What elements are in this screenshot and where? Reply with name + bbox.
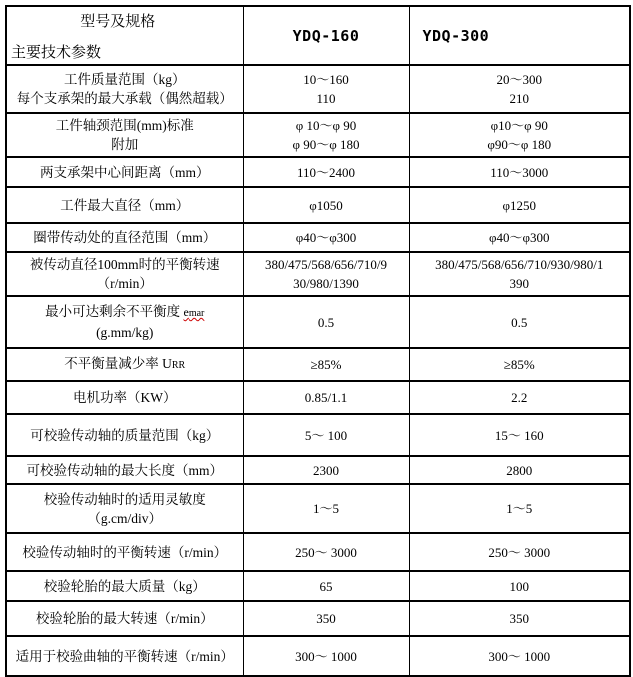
table-row: [6, 296, 630, 348]
table-row: [6, 414, 630, 456]
ydq300-value-cell: [409, 601, 630, 636]
cell-line: 15～ 160: [494, 427, 544, 443]
cell-line: 390: [509, 276, 529, 291]
cell-line: 校验轮胎的最大转速（r/min）: [35, 611, 214, 626]
table-row: [6, 533, 630, 571]
table-row: [6, 252, 630, 296]
column-header-ydq160: YDQ-160: [243, 6, 409, 65]
table-row: [6, 348, 630, 381]
cell-line: 20～300: [496, 72, 542, 87]
cell-line: 0.5: [511, 314, 528, 330]
cell-line: 不平衡量减少率 URR: [64, 356, 186, 371]
cell-line: 0.85/1.1: [304, 390, 348, 405]
table-row: [6, 65, 630, 113]
ydq300-value-cell: [409, 252, 630, 296]
table-row: [6, 571, 630, 601]
table-row: [6, 456, 630, 484]
row-label-cell: [6, 571, 243, 601]
cell-line: φ1050: [309, 197, 343, 213]
table-row: [6, 113, 630, 157]
ydq160-value-cell: [243, 65, 409, 113]
cell-line: φ1250: [502, 197, 536, 213]
cell-line: 110: [316, 91, 336, 106]
table-row: [6, 636, 630, 676]
table-header-row: [6, 6, 630, 65]
ydq160-value-cell: [243, 571, 409, 601]
row-label-cell: [6, 157, 243, 187]
row-label-cell: [6, 636, 243, 676]
ydq300-value-cell: [409, 636, 630, 676]
cell-line: 附加: [111, 137, 139, 152]
ydq160-value-cell: [243, 456, 409, 484]
ydq300-value-cell: [409, 157, 630, 187]
row-label-cell: [6, 381, 243, 414]
spec-table-body: [6, 65, 630, 676]
cell-line: 可校验传动轴的最大长度（mm）: [26, 462, 223, 478]
cell-line: φ10～φ 90: [490, 118, 548, 133]
cell-line: ≥85%: [310, 357, 342, 372]
cell-line: 2800: [506, 462, 533, 478]
cell-line: 0.5: [317, 314, 335, 330]
ydq300-value-cell: [409, 484, 630, 533]
cell-line: 工件轴颈范围(mm)标准: [55, 118, 194, 133]
cell-line: （r/min）: [96, 276, 153, 291]
cell-line: 校验传动轴时的适用灵敏度: [43, 491, 206, 507]
cell-line: φ 10～φ 90: [295, 118, 357, 133]
cell-line: 1～5: [312, 501, 339, 516]
cell-line: 校验传动轴时的平衡转速（r/min）: [22, 544, 228, 560]
cell-line: ≥85%: [503, 357, 535, 372]
corner-header-top-label: 型号及规格: [80, 14, 156, 30]
ydq160-value-cell: [243, 252, 409, 296]
ydq160-value-cell: [243, 157, 409, 187]
ydq300-value-cell: [409, 381, 630, 414]
cell-line: 10～160: [303, 72, 349, 87]
cell-line: 250～ 3000: [488, 544, 551, 560]
cell-line: 100: [509, 578, 529, 594]
table-row: [6, 223, 630, 252]
table-row: [6, 381, 630, 414]
cell-line: 校验轮胎的最大质量（kg）: [43, 578, 206, 594]
ydq160-value-cell: [243, 533, 409, 571]
corner-header-inner: [11, 10, 239, 62]
emar-symbol: e: [183, 305, 189, 319]
ydq160-value-cell: [243, 187, 409, 223]
row-label-cell: [6, 484, 243, 533]
row-label-cell: [6, 348, 243, 381]
column-header-ydq300: YDQ-300: [409, 6, 630, 65]
corner-header-bottom-label: 主要技术参数: [11, 45, 102, 61]
ydq300-value-cell: [409, 65, 630, 113]
corner-header-cell: [6, 6, 243, 65]
cell-line: 380/475/568/656/710/9: [264, 257, 388, 272]
ydq160-value-cell: [243, 113, 409, 157]
cell-line: （g.cm/div）: [87, 510, 163, 526]
cell-line: 350: [316, 611, 336, 626]
cell-line: 110～3000: [490, 164, 549, 180]
cell-line: φ90～φ 180: [487, 137, 552, 152]
ydq160-value-cell: [243, 636, 409, 676]
row-label-cell: [6, 414, 243, 456]
row-label-cell: [6, 113, 243, 157]
ydq300-value-cell: [409, 113, 630, 157]
row-label-cell: [6, 65, 243, 113]
table-row: [6, 157, 630, 187]
urr-subscript: RR: [171, 360, 186, 371]
cell-line: 5～ 100: [304, 427, 348, 443]
cell-line: 两支承架中心间距离（mm）: [39, 164, 210, 180]
cell-line: 工件质量范围（kg）: [64, 72, 186, 87]
row-label-cell: [6, 252, 243, 296]
row-label-cell: [6, 456, 243, 484]
cell-line: 30/980/1390: [293, 276, 359, 291]
cell-line: 2300: [313, 462, 339, 478]
table-row: [6, 187, 630, 223]
ydq160-value-cell: [243, 414, 409, 456]
cell-line: 可校验传动轴的质量范围（kg）: [30, 427, 220, 443]
cell-line: 2.2: [511, 390, 528, 405]
cell-line: 300～ 1000: [488, 648, 551, 664]
ydq160-value-cell: [243, 484, 409, 533]
ydq300-value-cell: [409, 296, 630, 348]
ydq300-value-cell: [409, 348, 630, 381]
cell-line: 300～ 1000: [295, 648, 357, 664]
cell-line: 380/475/568/656/710/930/980/1: [435, 257, 604, 272]
ydq300-value-cell: [409, 223, 630, 252]
row-label-cell: [6, 601, 243, 636]
cell-line: 电机功率（KW）: [73, 390, 177, 405]
ydq300-value-cell: [409, 533, 630, 571]
ydq160-value-cell: [243, 601, 409, 636]
ydq160-value-cell: [243, 223, 409, 252]
ydq300-value-cell: [409, 571, 630, 601]
row-label-cell: [6, 223, 243, 252]
cell-line: 1～5: [506, 501, 533, 516]
ydq160-value-cell: [243, 296, 409, 348]
cell-line: 65: [319, 578, 333, 594]
row-label-cell: [6, 187, 243, 223]
cell-line: (g.mm/kg): [96, 325, 154, 340]
spec-table: [5, 5, 631, 677]
ydq160-value-cell: [243, 348, 409, 381]
ydq160-value-cell: [243, 381, 409, 414]
cell-line: 工件最大直径（mm）: [60, 197, 190, 213]
row-label-cell: [6, 533, 243, 571]
cell-line: φ40～φ300: [295, 230, 357, 245]
ydq300-value-cell: [409, 187, 630, 223]
cell-line: 适用于校验曲轴的平衡转速（r/min）: [15, 648, 234, 664]
row-label-cell: [6, 296, 243, 348]
cell-line: 110～2400: [296, 164, 356, 180]
cell-line: 250～ 3000: [295, 544, 357, 560]
cell-line: 350: [509, 611, 529, 626]
ydq300-value-cell: [409, 456, 630, 484]
cell-line: 每个支承架的最大承载（偶然超载）: [16, 91, 233, 106]
table-row: [6, 484, 630, 533]
cell-line: φ 90～φ 180: [292, 137, 360, 152]
ydq300-value-cell: [409, 414, 630, 456]
table-row: [6, 601, 630, 636]
cell-line: φ40～φ300: [488, 230, 550, 245]
cell-line: 最小可达剩余不平衡度 emar: [45, 304, 205, 319]
emar-subscript: mar: [188, 308, 205, 319]
cell-line: 被传动直径100mm时的平衡转速: [29, 257, 220, 272]
cell-line: 210: [509, 91, 529, 106]
cell-line: 圈带传动处的直径范围（mm）: [33, 230, 217, 245]
